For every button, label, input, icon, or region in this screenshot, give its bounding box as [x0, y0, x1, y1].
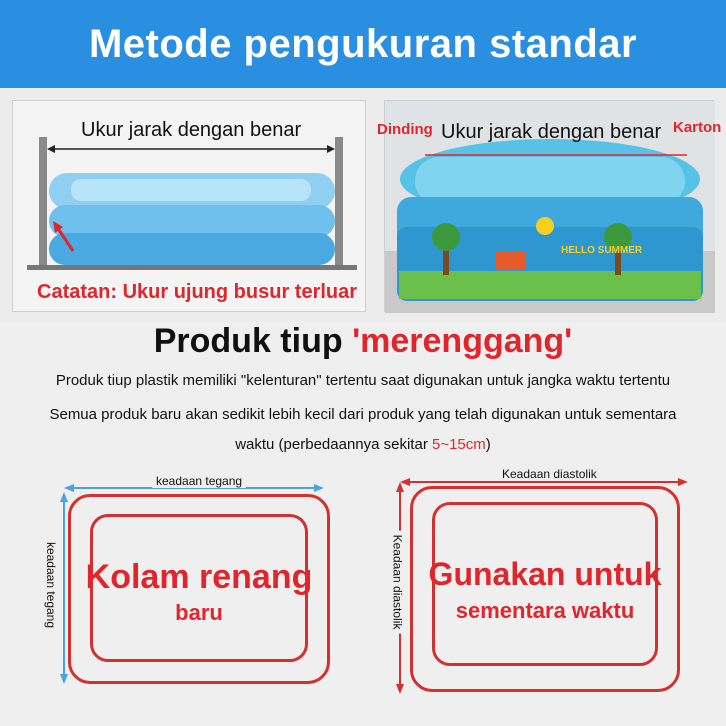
paragraph-line-3-end: )	[485, 436, 491, 453]
used-pool-subtitle: sementara waktu	[455, 598, 635, 623]
page-title: Metode pengukuran standar	[0, 0, 726, 88]
new-pool-title: Kolam renang	[85, 558, 313, 596]
section-title-main: Produk tiup	[153, 322, 353, 360]
wall-label: Dinding	[377, 121, 433, 138]
diagram-right-side-label: Keadaan diastolik	[390, 531, 404, 634]
diagram-left-top-label: keadaan tegang	[152, 474, 246, 488]
paragraph-line-2: Semua produk baru akan sedikit lebih kecil dari produk yang telah digunakan untuk sementara	[49, 406, 677, 423]
paragraph-line-3	[0, 436, 726, 453]
section-title-accent: 'merenggang'	[352, 322, 573, 360]
measurement-illustration-left	[12, 100, 366, 312]
paragraph-line-3-accent: 5~15cm	[431, 436, 486, 453]
used-pool-title: Gunakan untuk	[428, 556, 662, 592]
paragraph-line-3-main: waktu (perbedaannya sekitar	[235, 436, 432, 453]
paragraph-line-1: Produk tiup plastik memiliki "kelenturan" tertentu saat digunakan untuk jangka waktu tertentu	[55, 372, 671, 389]
carton-label: Karton	[673, 119, 722, 136]
diagram-left-side-label: keadaan tegang	[44, 538, 58, 632]
pool-print-text: HELLO SUMMER	[561, 245, 643, 256]
measure-label-right: Ukur jarak dengan benar	[441, 121, 662, 143]
section-title	[0, 322, 726, 361]
diagram-right-top-label: Keadaan diastolik	[498, 467, 601, 481]
measurement-photo-right	[377, 100, 722, 312]
measurement-note: Catatan: Ukur ujung busur terluar	[37, 281, 358, 303]
new-pool-subtitle: baru	[175, 600, 223, 625]
measure-label-left: Ukur jarak dengan benar	[81, 119, 302, 141]
